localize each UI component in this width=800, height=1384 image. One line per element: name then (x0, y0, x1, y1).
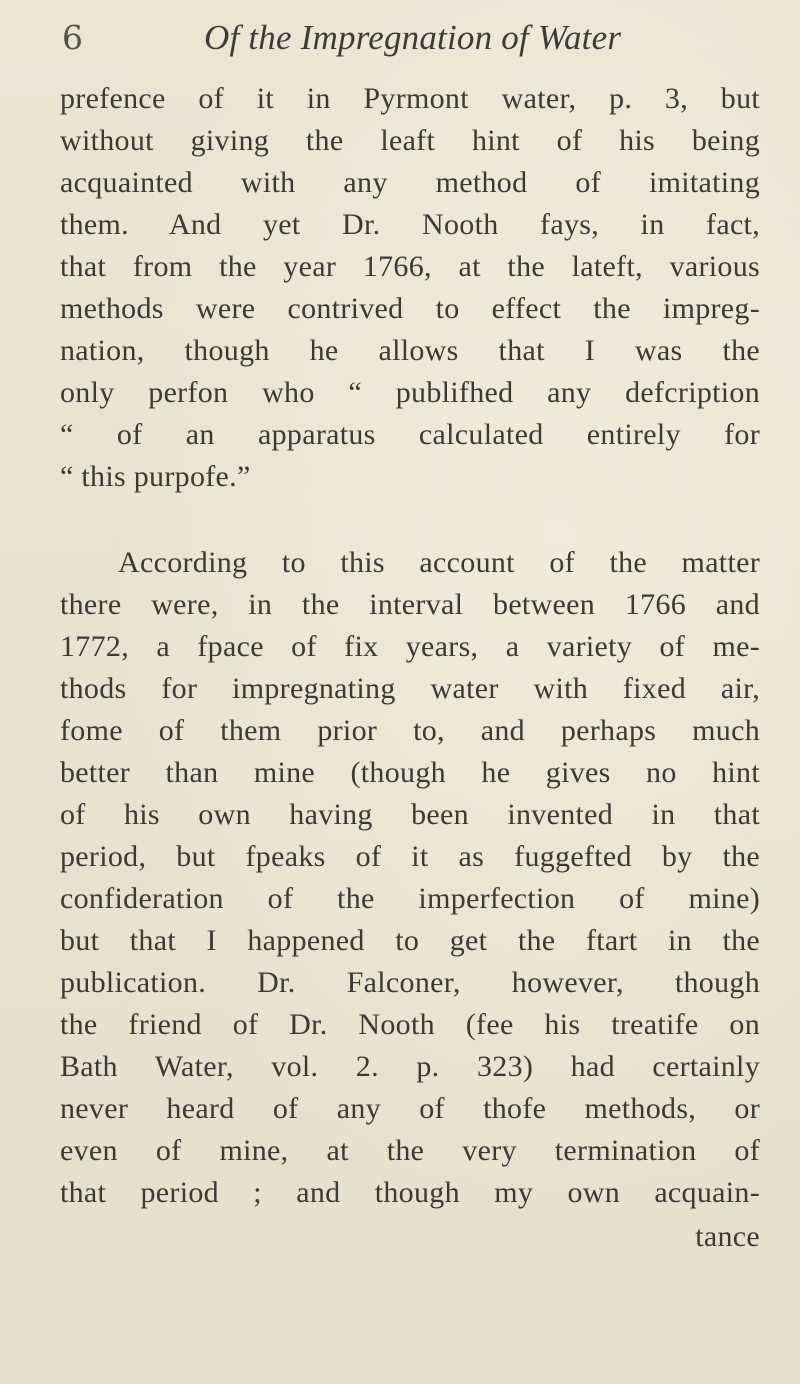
text-line: better than mine (though he gives no hint (60, 756, 760, 789)
catchword: tance (695, 1220, 760, 1253)
text-line: the friend of Dr. Nooth (fee his treatife on (60, 1008, 760, 1041)
text-line: According to this account of the matter (118, 546, 760, 579)
text-line: thods for impregnating water with fixed air, (60, 672, 760, 705)
page-header (62, 18, 762, 64)
text-line: acquainted with any method of imitating (60, 166, 760, 199)
text-line: Bath Water, vol. 2. p. 323) had certainly (60, 1050, 760, 1083)
text-line: them. And yet Dr. Nooth fays, in fact, (60, 208, 760, 241)
text-line: methods were contrived to effect the impreg- (60, 292, 760, 325)
text-line: without giving the leaft hint of his being (60, 124, 760, 157)
text-line: fome of them prior to, and perhaps much (60, 714, 760, 747)
running-title: Of the Impregnation of Water (204, 18, 622, 57)
text-line: 1772, a fpace of fix years, a variety of me- (60, 630, 760, 663)
text-line: “ this purpofe.” (60, 460, 251, 493)
text-line: nation, though he allows that I was the (60, 334, 760, 367)
text-line: publication. Dr. Falconer, however, though (60, 966, 760, 999)
text-line: only perfon who “ publifhed any defcription (60, 376, 760, 409)
text-line: of his own having been invented in that (60, 798, 760, 831)
text-line: that period ; and though my own acquain- (60, 1176, 760, 1209)
text-line: there were, in the interval between 1766 and (60, 588, 760, 621)
page-number: 6 (62, 18, 83, 57)
text-line: period, but fpeaks of it as fuggefted by the (60, 840, 760, 873)
text-line: never heard of any of thofe methods, or (60, 1092, 760, 1125)
text-line: confideration of the imperfection of mine) (60, 882, 760, 915)
text-line: even of mine, at the very termination of (60, 1134, 760, 1167)
text-line: “ of an apparatus calculated entirely for (60, 418, 760, 451)
text-line: that from the year 1766, at the lateft, various (60, 250, 760, 283)
text-line: but that I happened to get the ftart in the (60, 924, 760, 957)
text-line: prefence of it in Pyrmont water, p. 3, but (60, 82, 760, 115)
